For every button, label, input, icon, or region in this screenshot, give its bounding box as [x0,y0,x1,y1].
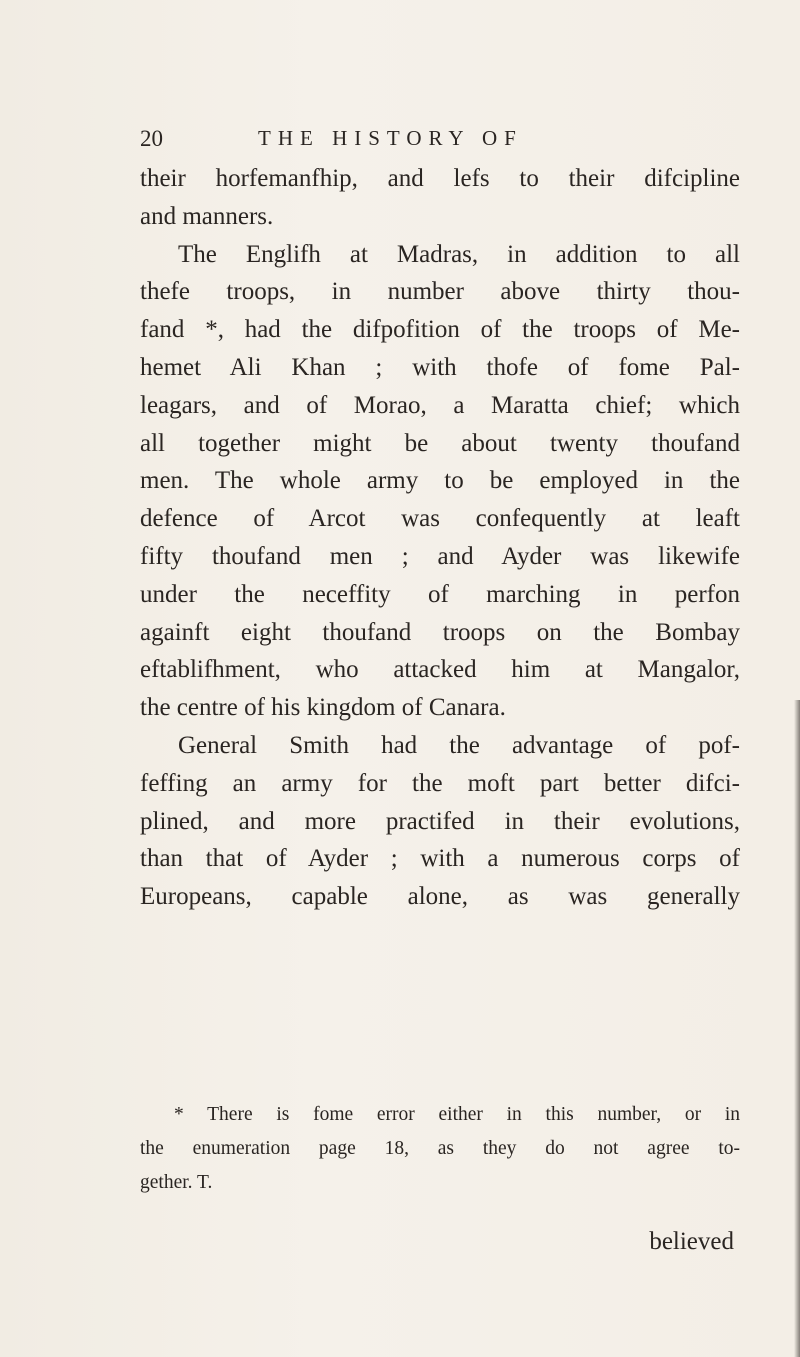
footnote [140,1098,740,1200]
text-line: feffing an army for the moft part better difci- [140,769,740,797]
page-header [140,126,740,156]
text-line: againft eight thoufand troops on the Bombay [140,618,740,646]
text-line: The Englifh at Madras, in addition to all [178,240,740,268]
text-line: General Smith had the advantage of pof- [178,731,740,759]
text-line: their horfemanfhip, and lefs to their difcipline [140,165,740,192]
text-line: all together might be about twenty thoufand [140,429,740,457]
text-line: hemet Ali Khan ; with thofe of fome Pal- [140,353,740,381]
text-line: the centre of his kingdom of Canara. [140,694,506,722]
page-number: 20 [140,126,163,151]
text-line: men. The whole army to be employed in the [140,467,740,495]
text-line: eftablifhment, who attacked him at Mangalor, [140,656,740,684]
text-line: Europeans, capable alone, as was generally [140,883,740,911]
footnote-line: gether. T. [140,1172,213,1193]
text-line: leagars, and of Morao, a Maratta chief; which [140,391,740,419]
text-line: thefe troops, in number above thirty thou- [140,278,740,306]
footnote-line: the enumeration page 18, as they do not agree to- [140,1138,740,1159]
text-line: defence of Arcot was confequently at leaft [140,505,740,533]
text-line: and manners. [140,202,274,230]
text-line: fifty thoufand men ; and Ayder was likewife [140,542,740,570]
body-text [140,160,740,916]
running-head: THE HISTORY OF [258,126,523,150]
text-line: fand *, had the difpofition of the troops of Me- [140,316,740,344]
text-line: under the neceffity of marching in perfon [140,580,740,608]
text-line: than that of Ayder ; with a numerous corps of [140,845,740,873]
catchword: believed [649,1228,734,1255]
page-edge-shadow [794,700,800,1357]
footnote-line: * There is fome error either in this number, or in [174,1104,740,1125]
text-line: plined, and more practifed in their evolutions, [140,807,740,835]
